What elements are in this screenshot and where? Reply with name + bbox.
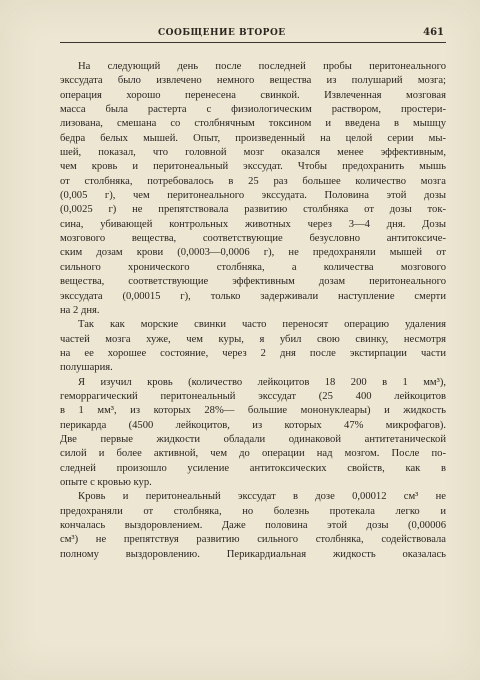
text-line: Так как морские свинки часто переносят операцию удаления: [78, 319, 446, 331]
text-line: на ее хорошее состояние, через 2 дня после экстирпации части: [60, 347, 446, 359]
page-number: 461: [423, 27, 444, 38]
text-line: полному выздоровлению. Перикардиальная жидкость оказалась: [60, 548, 446, 560]
text-line: частей мозга хуже, чем куры, я убил свою свинку, несмотря: [60, 333, 446, 345]
body-text: [60, 60, 446, 562]
text-line: Две первые жидкости обладали одинаковой антитетанической: [60, 433, 446, 445]
text-line: геморрагический перитонеальный экссудат (25 400 лейкоцитов: [60, 390, 446, 402]
text-line: предохраняли от столбняка, но болезнь протекала легко и: [60, 505, 446, 517]
text-line: на 2 дня.: [60, 304, 100, 316]
text-line: (0,005 г), чем перитонеального экссудата. Половина этой дозы: [60, 190, 446, 202]
text-line: бедра белых мышей. Опыт, произведенный на целой серии мы-: [60, 132, 446, 144]
paragraph-2: [60, 318, 446, 375]
text-line: сильного хронического столбняка, а количества мозгового: [60, 261, 446, 273]
text-line: следней произошло усиление антитоксических свойств, как в: [60, 462, 446, 474]
text-line: (0,0025 г) не препятствовала развитию столбняка от дозы ток-: [60, 204, 446, 216]
running-header: [60, 28, 446, 43]
text-line: масса была растерта с физиологическим раствором, простери-: [60, 104, 446, 116]
text-line: в 1 мм³, из которых 28%— большие мононуклеары) и жидкость: [60, 405, 446, 417]
paragraph-1: [60, 60, 446, 318]
text-line: вещества, соответствующие эффективным дозам перитонеального: [60, 276, 446, 288]
text-line: ским дозам крови (0,0003—0,0006 г), не предохраняли мышей от: [60, 247, 446, 259]
text-line: опыте с кровью кур.: [60, 476, 152, 488]
text-line: см³) не препятствуя развитию сильного столбняка, содействовала: [60, 534, 446, 546]
text-line: кончалась выздоровлением. Даже половина этой дозы (0,00006: [60, 520, 446, 531]
text-line: Я изучил кровь (количество лейкоцитов 18 200 в 1 мм³),: [78, 376, 446, 388]
text-line: перикарда (4500 лейкоцитов, из которых 47% микрофагов).: [60, 419, 446, 431]
text-line: полушария.: [60, 362, 113, 374]
text-line: от столбняка, потребовалось в 25 раз большее количество мозга: [60, 175, 446, 187]
text-line: Кровь и перитонеальный экссудат в дозе 0,00012 см³ не: [78, 491, 446, 503]
paragraph-4: [60, 490, 446, 562]
text-line: экссудата было извлечено немного вещества из полушарий мозга;: [60, 75, 446, 87]
text-line: На следующий день после последней пробы перитонеального: [78, 61, 446, 72]
text-line: сина, убивающей контрольных животных через 3—4 дня. Дозы: [60, 218, 446, 230]
text-line: лизована, смешана со столбнячным токсином и введена в мышцу: [60, 118, 446, 130]
text-line: экссудата (0,00015 г), только задерживали наступление смерти: [60, 290, 446, 302]
paragraph-3: [60, 376, 446, 491]
running-header-title: СООБЩЕНИЕ ВТОРОЕ: [158, 28, 286, 38]
text-line: силой и более активной, чем до операции над мозгом. После по-: [60, 448, 446, 460]
text-line: чем кровь и перитонеальный экссудат. Чтобы предохранить мышь: [60, 161, 446, 173]
text-line: операция хорошо перенесена свинкой. Извлеченная мозговая: [60, 89, 446, 101]
text-line: шей, показал, что головной мозг оказался менее эффективным,: [60, 147, 446, 159]
text-line: мозгового вещества, соответствующие безусловно антитоксиче-: [60, 233, 446, 245]
